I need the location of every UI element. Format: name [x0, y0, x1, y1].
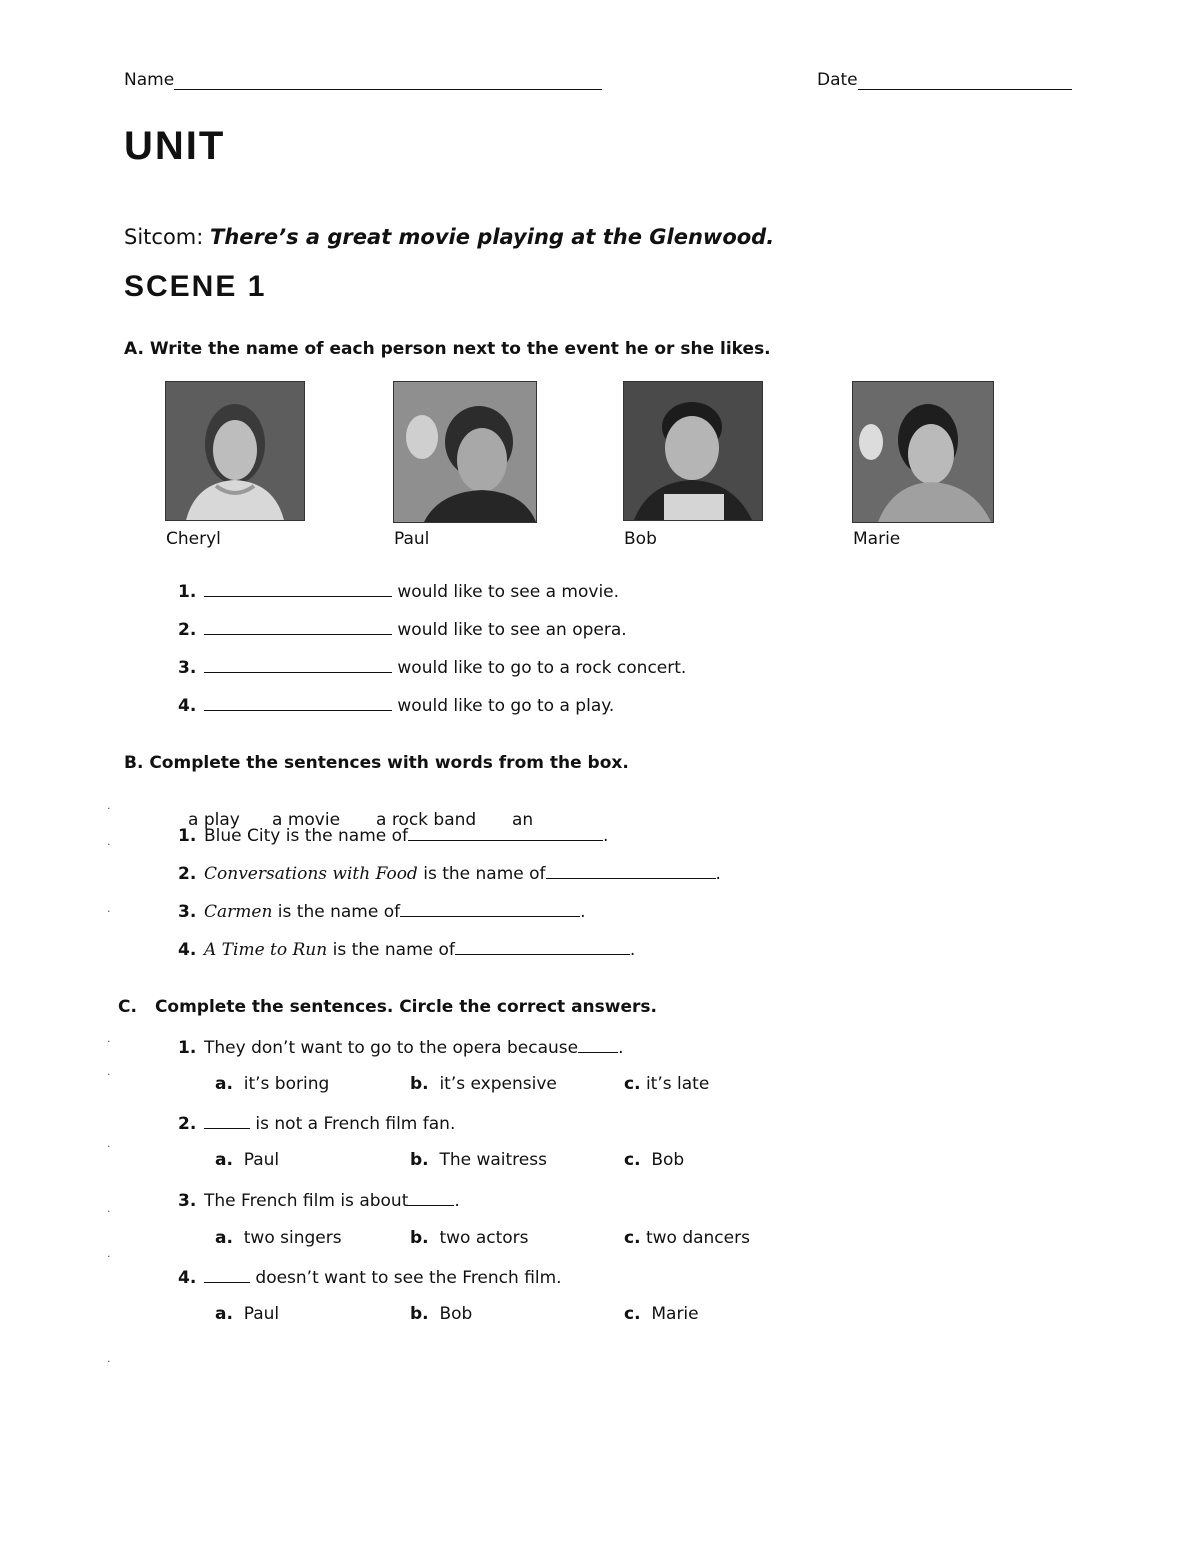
margin-artifact: · [107, 838, 111, 851]
section-b-instruction: B. Complete the sentences with words from the box. [124, 753, 629, 773]
word-box-item-1: a play [188, 810, 240, 830]
date-label: Date [817, 70, 858, 90]
c1-option-a[interactable]: a. it’s boring [215, 1074, 330, 1094]
word-box-item-4: an [512, 810, 534, 830]
c4-option-c[interactable]: c. Marie [624, 1304, 699, 1324]
answer-blank[interactable] [408, 824, 603, 841]
sitcom-title: There’s a great movie playing at the Glenwood. [210, 225, 775, 249]
date-blank[interactable] [858, 89, 1072, 90]
name-blank[interactable] [174, 89, 602, 90]
b-item-3: 3. Carmen is the name of . [178, 902, 586, 922]
c2-option-c[interactable]: c. Bob [624, 1150, 685, 1170]
sitcom-label: Sitcom: [124, 225, 204, 249]
c2-option-b[interactable]: b. The waitress [410, 1150, 547, 1170]
photo-bob [623, 381, 763, 521]
c4-option-b[interactable]: b. Bob [410, 1304, 473, 1324]
name-field[interactable] [124, 70, 602, 90]
answer-blank[interactable] [204, 694, 392, 711]
c2-option-a[interactable]: a. Paul [215, 1150, 280, 1170]
answer-blank[interactable] [204, 1112, 250, 1129]
a-item-2: 2. would like to see an opera. [178, 620, 627, 640]
word-box-item-3: a rock band [376, 810, 477, 830]
margin-artifact: · [107, 1140, 111, 1153]
date-field[interactable] [817, 70, 1072, 90]
unit-title: UNIT [124, 124, 226, 168]
name-label: Name [124, 70, 175, 90]
section-a-instruction: A. Write the name of each person next to the event he or she likes. [124, 339, 771, 359]
answer-blank[interactable] [400, 900, 580, 917]
person-name-cheryl: Cheryl [166, 529, 221, 549]
margin-artifact: · [107, 1355, 111, 1368]
c1-option-c[interactable]: c. it’s late [624, 1074, 710, 1094]
margin-artifact: · [107, 1035, 111, 1048]
b-item-2: 2. Conversations with Food is the name of . [178, 864, 721, 884]
c3-option-c[interactable]: c. two dancers [624, 1228, 750, 1248]
person-name-paul: Paul [394, 529, 430, 549]
c-question-2: 2. is not a French film fan. [178, 1114, 456, 1134]
c1-option-b[interactable]: b. it’s expensive [410, 1074, 557, 1094]
answer-blank[interactable] [578, 1036, 618, 1053]
answer-blank[interactable] [204, 580, 392, 597]
answer-blank[interactable] [204, 656, 392, 673]
answer-blank[interactable] [204, 1266, 250, 1283]
margin-artifact: · [107, 1250, 111, 1263]
c4-option-a[interactable]: a. Paul [215, 1304, 280, 1324]
photo-cheryl [165, 381, 305, 521]
a-item-4: 4. would like to go to a play. [178, 696, 615, 716]
b-item-1: 1. Blue City is the name of . [178, 826, 609, 846]
sitcom-heading [124, 225, 774, 249]
word-box-item-2: a movie [272, 810, 341, 830]
scene-title: SCENE 1 [124, 270, 267, 303]
answer-blank[interactable] [455, 938, 630, 955]
margin-artifact: · [107, 802, 111, 815]
c3-option-a[interactable]: a. two singers [215, 1228, 342, 1248]
margin-artifact: · [107, 1205, 111, 1218]
a-item-1: 1. would like to see a movie. [178, 582, 620, 602]
c-question-1: 1. They don’t want to go to the opera because . [178, 1038, 624, 1058]
photo-paul [393, 381, 537, 523]
b-item-4: 4. A Time to Run is the name of . [178, 940, 636, 960]
c-question-4: 4. doesn’t want to see the French film. [178, 1268, 562, 1288]
a-item-3: 3. would like to go to a rock concert. [178, 658, 687, 678]
margin-artifact: · [107, 905, 111, 918]
person-name-marie: Marie [853, 529, 901, 549]
margin-artifact: · [107, 1068, 111, 1081]
photo-marie [852, 381, 994, 523]
section-c-instruction: C. Complete the sentences. Circle the correct answers. [118, 997, 657, 1017]
answer-blank[interactable] [546, 862, 716, 879]
answer-blank[interactable] [204, 618, 392, 635]
c3-option-b[interactable]: b. two actors [410, 1228, 529, 1248]
answer-blank[interactable] [408, 1189, 454, 1206]
c-question-3: 3. The French film is about . [178, 1191, 460, 1211]
person-name-bob: Bob [624, 529, 657, 549]
